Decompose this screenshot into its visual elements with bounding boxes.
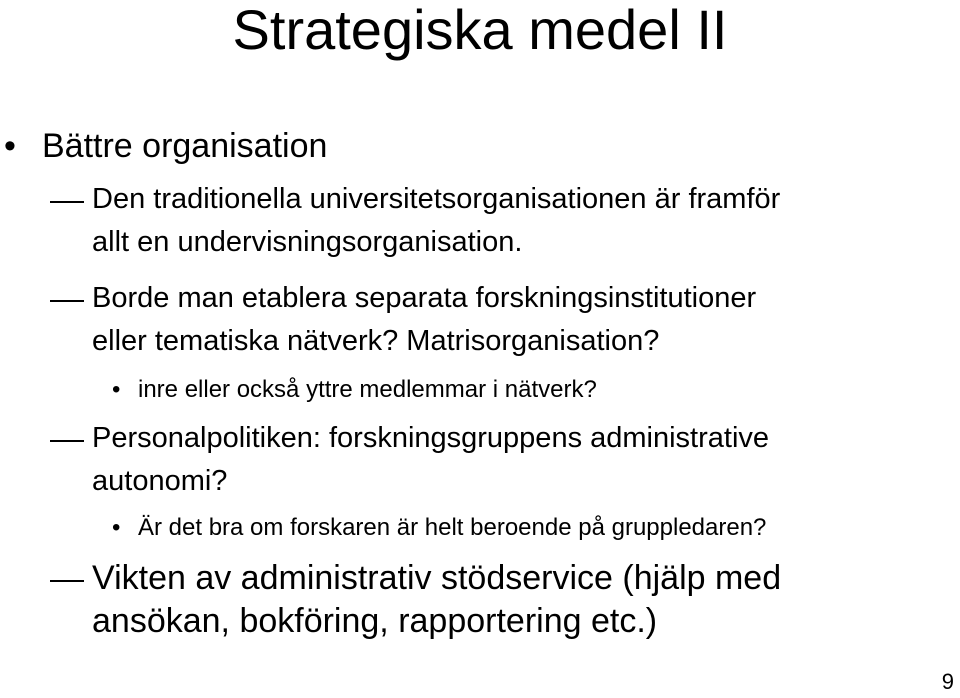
slide-title: Strategiska medel II	[232, 0, 728, 61]
dash-item-text	[92, 276, 756, 364]
dash-item-line: Vikten av administrativ stödservice (hjälp med	[92, 559, 782, 597]
dash-item-text	[92, 556, 781, 644]
dash-marker	[50, 201, 84, 203]
dash-item-text	[92, 177, 780, 265]
sub-bullet-text: Är det bra om forskaren är helt beroende på gruppledaren?	[138, 514, 767, 541]
bullet-text: Bättre organisation	[42, 127, 328, 165]
dash-item-line: Den traditionella universitetsorganisationen är framför	[92, 183, 781, 215]
dash-marker	[50, 300, 84, 302]
sub-bullet-marker: •	[112, 376, 121, 403]
dash-item-text	[92, 416, 769, 504]
dash-item-line: allt en undervisningsorganisation.	[92, 226, 523, 258]
dash-item-line: Personalpolitiken: forskningsgruppens administrative	[92, 422, 770, 454]
dash-marker	[50, 580, 84, 582]
sub-bullet-text: inre eller också yttre medlemmar i nätverk?	[138, 376, 597, 403]
dash-item-line: autonomi?	[92, 465, 228, 497]
dash-item-line: Borde man etablera separata forskningsinstitutioner	[92, 282, 757, 314]
dash-marker	[50, 440, 84, 442]
page-number: 9	[941, 669, 954, 694]
bullet-marker: •	[4, 127, 16, 165]
dash-item-line: ansökan, bokföring, rapportering etc.)	[92, 602, 658, 640]
dash-item-line: eller tematiska nätverk? Matrisorganisation?	[92, 325, 660, 357]
sub-bullet-marker: •	[112, 514, 121, 541]
